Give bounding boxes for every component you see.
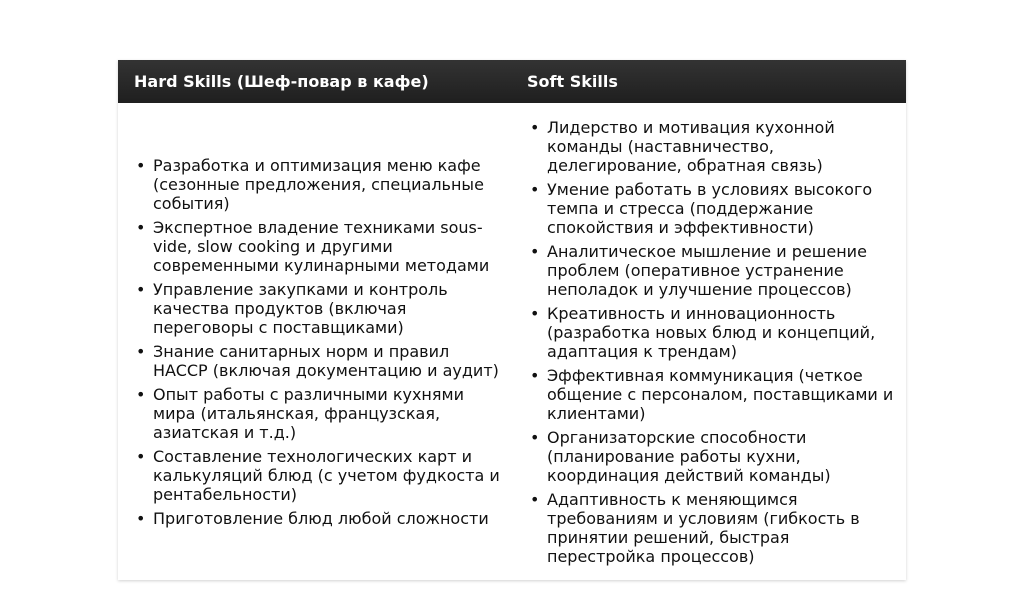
skills-table <box>118 60 906 580</box>
list-item <box>530 365 896 423</box>
soft-skill-text: Креативность и инновационность (разработка новых блюд и концепций, адаптация к трендам) <box>547 303 876 361</box>
soft-skill-text: Организаторские способности (планирование работы кухни, координация действий команды) <box>547 427 831 485</box>
soft-skills-cell <box>511 118 906 566</box>
hard-skill-text: Знание санитарных норм и правил HACCP (включая документацию и аудит) <box>153 341 499 380</box>
bullet-icon: • <box>136 384 146 404</box>
list-item <box>136 279 503 337</box>
header-hard-skills: Hard Skills (Шеф-повар в кафе) <box>134 72 429 91</box>
list-item <box>530 489 896 566</box>
list-item <box>530 179 896 237</box>
bullet-icon: • <box>530 179 540 199</box>
bullet-icon: • <box>530 427 540 447</box>
hard-skill-text: Приготовление блюд любой сложности <box>153 508 489 528</box>
bullet-icon: • <box>136 341 146 361</box>
hard-skill-text: Экспертное владение техниками sous-vide, slow cooking и другими современными кулинарными методами <box>153 217 490 275</box>
bullet-icon: • <box>136 508 146 528</box>
list-item <box>136 155 503 213</box>
table-header-row <box>118 60 906 103</box>
list-item <box>530 117 896 175</box>
list-item <box>136 341 503 380</box>
soft-skill-text: Аналитическое мышление и решение проблем (оперативное устранение неполадок и улучшение процессов) <box>547 241 867 299</box>
bullet-icon: • <box>530 241 540 261</box>
bullet-icon: • <box>530 365 540 385</box>
bullet-icon: • <box>136 446 146 466</box>
soft-skill-text: Лидерство и мотивация кухонной команды (наставничество, делегирование, обратная связь) <box>547 117 835 175</box>
soft-skills-list <box>530 117 896 566</box>
soft-skill-text: Умение работать в условиях высокого темпа и стресса (поддержание спокойствия и эффективности) <box>547 179 873 237</box>
soft-skill-text: Эффективная коммуникация (четкое общение с персоналом, поставщиками и клиентами) <box>547 365 894 423</box>
bullet-icon: • <box>530 303 540 323</box>
list-item <box>136 384 503 442</box>
bullet-icon: • <box>136 279 146 299</box>
hard-skill-text: Управление закупками и контроль качества продуктов (включая переговоры с поставщиками) <box>153 279 448 337</box>
list-item <box>530 303 896 361</box>
list-item <box>530 427 896 485</box>
hard-skills-list <box>136 155 503 528</box>
soft-skill-text: Адаптивность к меняющимся требованиям и условиям (гибкость в принятии решений, быстрая перестройка процессов) <box>547 489 860 566</box>
list-item <box>530 241 896 299</box>
hard-skill-text: Составление технологических карт и калькуляций блюд (с учетом фудкоста и рентабельности) <box>153 446 500 504</box>
hard-skills-cell <box>118 156 511 528</box>
header-soft-skills: Soft Skills <box>527 72 618 91</box>
list-item <box>136 446 503 504</box>
list-item <box>136 508 503 528</box>
hard-skill-text: Опыт работы с различными кухнями мира (итальянская, французская, азиатская и т.д.) <box>153 384 464 442</box>
bullet-icon: • <box>530 117 540 137</box>
list-item <box>136 217 503 275</box>
bullet-icon: • <box>136 155 146 175</box>
bullet-icon: • <box>530 489 540 509</box>
table-body-row <box>118 103 906 580</box>
hard-skill-text: Разработка и оптимизация меню кафе (сезонные предложения, специальные события) <box>153 155 484 213</box>
bullet-icon: • <box>136 217 146 237</box>
